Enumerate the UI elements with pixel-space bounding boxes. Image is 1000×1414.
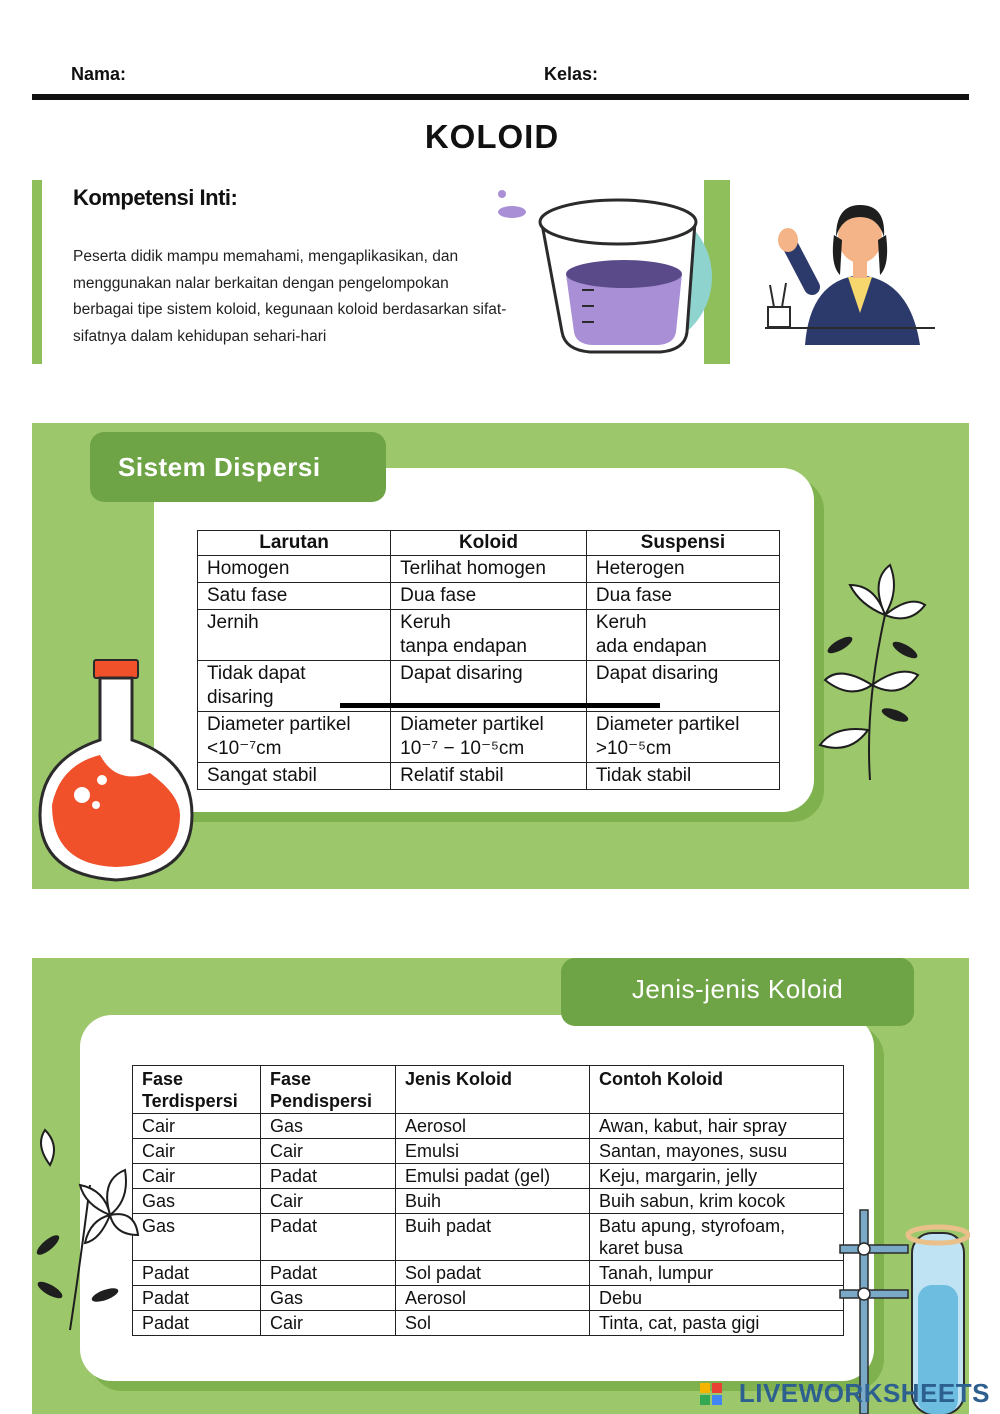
column-header: Contoh Koloid xyxy=(590,1066,844,1114)
table-cell: Cair xyxy=(133,1139,261,1164)
table-cell: Keruh ada endapan xyxy=(586,610,779,661)
table-cell: Awan, kabut, hair spray xyxy=(590,1114,844,1139)
flask-icon xyxy=(30,655,205,890)
watermark-logo: LIVEWORKSHEETS xyxy=(738,1378,990,1408)
table-cell: Diameter partikel <10⁻⁷cm xyxy=(198,712,391,763)
table-divider xyxy=(340,703,660,708)
table-cell: Debu xyxy=(590,1286,844,1311)
table-cell: Padat xyxy=(261,1164,396,1189)
table-cell: Cair xyxy=(261,1311,396,1336)
table-cell: Gas xyxy=(261,1286,396,1311)
table-cell: Cair xyxy=(133,1164,261,1189)
table-row xyxy=(133,1286,844,1311)
table-cell: Dua fase xyxy=(391,583,587,610)
table-row xyxy=(133,1214,844,1261)
table-cell: Batu apung, styrofoam, karet busa xyxy=(590,1214,844,1261)
column-header: Fase Pendispersi xyxy=(261,1066,396,1114)
table-cell: Heterogen xyxy=(586,556,779,583)
table-cell: Diameter partikel >10⁻⁵cm xyxy=(586,712,779,763)
table-cell: Cair xyxy=(133,1114,261,1139)
column-header: Fase Terdispersi xyxy=(133,1066,261,1114)
header-rule xyxy=(32,94,969,100)
table-cell: Relatif stabil xyxy=(391,763,587,790)
table-cell: Padat xyxy=(133,1311,261,1336)
column-header: Koloid xyxy=(391,531,587,556)
table-cell: Aerosol xyxy=(396,1114,590,1139)
flower-icon xyxy=(810,555,930,785)
table-row xyxy=(198,712,780,763)
table-cell: Satu fase xyxy=(198,583,391,610)
table-row xyxy=(133,1189,844,1214)
table-cell: Homogen xyxy=(198,556,391,583)
table-cell: Gas xyxy=(133,1214,261,1261)
class-label: Kelas: xyxy=(544,64,599,84)
table-cell: Jernih xyxy=(198,610,391,661)
column-header: Jenis Koloid xyxy=(396,1066,590,1114)
table-cell: Emulsi padat (gel) xyxy=(396,1164,590,1189)
table-cell: Sol padat xyxy=(396,1261,590,1286)
table-cell: Keju, margarin, jelly xyxy=(590,1164,844,1189)
table-cell: Padat xyxy=(133,1261,261,1286)
table-row xyxy=(133,1139,844,1164)
table-header-row xyxy=(198,531,780,556)
table-cell: Buih padat xyxy=(396,1214,590,1261)
sistem-dispersi-table xyxy=(197,530,780,790)
table-cell: Emulsi xyxy=(396,1139,590,1164)
kompetensi-text: Peserta didik mampu memahami, mengaplikasikan, dan menggunakan nalar berkaitan dengan pengelompokan berbagai tipe sistem koloid, kegunaan koloid berdasarkan sifat-sifatnya dalam kehidupan sehari-hari xyxy=(73,248,507,345)
table-cell: Tidak dapat disaring xyxy=(198,661,391,712)
table-cell: Padat xyxy=(261,1214,396,1261)
jenis-koloid-table xyxy=(132,1065,844,1336)
jenis-koloid-heading: Jenis-jenis Koloid xyxy=(561,958,914,1026)
table-cell: Diameter partikel 10⁻⁷ − 10⁻⁵cm xyxy=(391,712,587,763)
teacher-icon xyxy=(760,195,940,355)
table-cell: Tanah, lumpur xyxy=(590,1261,844,1286)
flower-icon xyxy=(30,1125,140,1335)
table-cell: Cair xyxy=(261,1139,396,1164)
table-row xyxy=(198,583,780,610)
table-cell: Buih sabun, krim kocok xyxy=(590,1189,844,1214)
table-cell: Gas xyxy=(261,1114,396,1139)
table-cell: Tinta, cat, pasta gigi xyxy=(590,1311,844,1336)
table-row xyxy=(133,1114,844,1139)
table-row xyxy=(198,610,780,661)
table-cell: Dapat disaring xyxy=(586,661,779,712)
name-label: Nama: xyxy=(71,64,127,84)
kompetensi-title: Kompetensi Inti: xyxy=(73,185,238,210)
table-cell: Cair xyxy=(261,1189,396,1214)
table-cell: Tidak stabil xyxy=(586,763,779,790)
sistem-dispersi-heading: Sistem Dispersi xyxy=(90,432,386,502)
liveworksheets-logo-icon xyxy=(700,1383,722,1405)
table-row xyxy=(133,1311,844,1336)
table-cell: Aerosol xyxy=(396,1286,590,1311)
table-cell: Sangat stabil xyxy=(198,763,391,790)
table-cell: Gas xyxy=(133,1189,261,1214)
table-cell: Padat xyxy=(133,1286,261,1311)
table-cell: Dua fase xyxy=(586,583,779,610)
column-header: Suspensi xyxy=(586,531,779,556)
table-cell: Sol xyxy=(396,1311,590,1336)
table-cell: Terlihat homogen xyxy=(391,556,587,583)
table-row xyxy=(133,1164,844,1189)
table-row xyxy=(198,763,780,790)
table-cell: Buih xyxy=(396,1189,590,1214)
table-header-row xyxy=(133,1066,844,1114)
table-row xyxy=(133,1261,844,1286)
table-cell: Dapat disaring xyxy=(391,661,587,712)
page-title: KOLOID xyxy=(424,118,560,155)
table-row xyxy=(198,556,780,583)
table-cell: Santan, mayones, susu xyxy=(590,1139,844,1164)
beaker-icon xyxy=(490,182,730,362)
table-cell: Keruh tanpa endapan xyxy=(391,610,587,661)
column-header: Larutan xyxy=(198,531,391,556)
table-cell: Padat xyxy=(261,1261,396,1286)
